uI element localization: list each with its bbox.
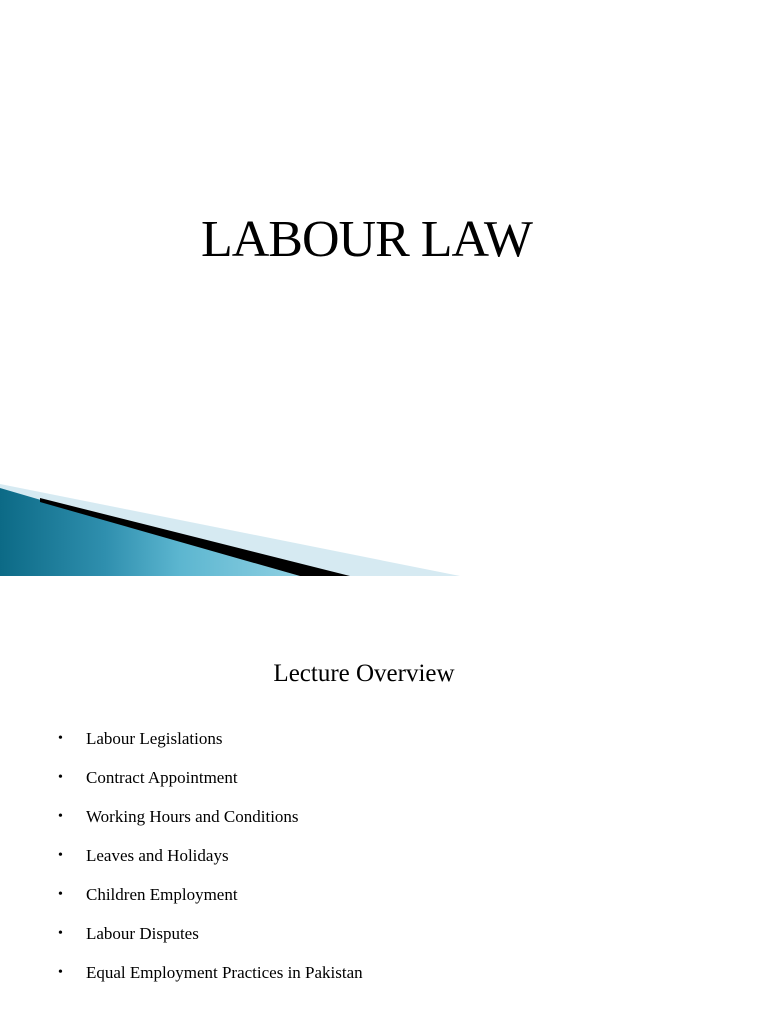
- bullet-icon: •: [58, 731, 63, 746]
- overview-slide: [0, 576, 768, 1024]
- list-item-label: Contract Appointment: [86, 768, 238, 787]
- list-item-label: Equal Employment Practices in Pakistan: [86, 963, 363, 982]
- list-item-label: Labour Disputes: [86, 924, 199, 943]
- list-item: [58, 958, 363, 997]
- list-item-label: Leaves and Holidays: [86, 846, 229, 865]
- overview-heading: Lecture Overview: [273, 660, 455, 687]
- list-item-label: Children Employment: [86, 885, 238, 904]
- list-item: [58, 802, 363, 841]
- overview-list: [58, 724, 363, 997]
- list-item-label: Working Hours and Conditions: [86, 807, 299, 826]
- bullet-icon: •: [58, 965, 63, 980]
- list-item-label: Labour Legislations: [86, 729, 223, 748]
- bullet-icon: •: [58, 770, 63, 785]
- list-item: [58, 763, 363, 802]
- list-item: [58, 919, 363, 958]
- decorative-swoosh: [0, 480, 460, 576]
- list-item: [58, 841, 363, 880]
- bullet-icon: •: [58, 887, 63, 902]
- list-item: [58, 880, 363, 919]
- bullet-icon: •: [58, 926, 63, 941]
- list-item: [58, 724, 363, 763]
- bullet-icon: •: [58, 809, 63, 824]
- slide-title: LABOUR LAW: [200, 211, 533, 268]
- bullet-icon: •: [58, 848, 63, 863]
